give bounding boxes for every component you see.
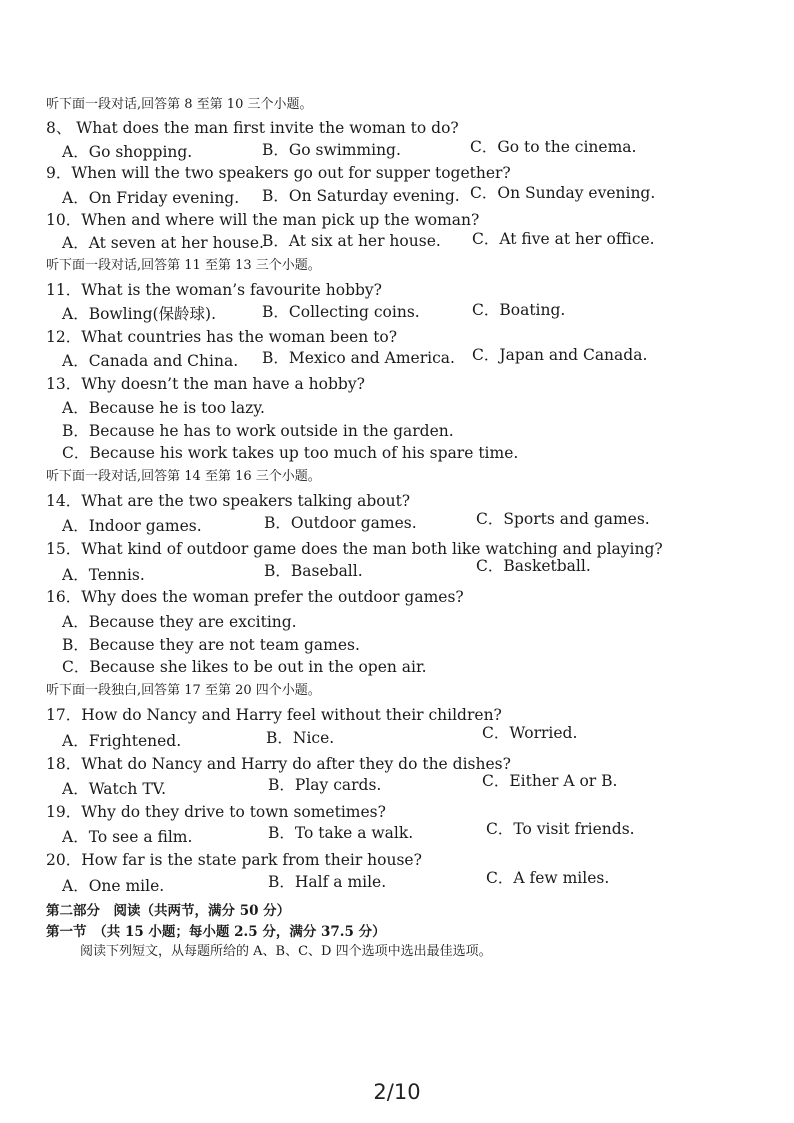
q11-option-c: C．Boating. <box>472 301 566 319</box>
question-12: 12．What countries has the woman been to? <box>46 328 398 346</box>
q10-option-a: A．At seven at her house. <box>62 234 264 252</box>
q9-option-a: A．On Friday evening. <box>62 189 240 207</box>
question-8: 8、 What does the man first invite the woman to do? <box>46 119 459 137</box>
q15-option-b: B．Baseball. <box>264 562 363 580</box>
q18-option-c: C．Either A or B. <box>482 772 618 790</box>
q17-option-a: A．Frightened. <box>62 732 182 750</box>
q11-option-b: B．Collecting coins. <box>262 303 420 321</box>
q19-option-b: B．To take a walk. <box>268 824 414 842</box>
q14-option-b: B．Outdoor games. <box>264 514 417 532</box>
q8-option-a: A．Go shopping. <box>62 143 193 161</box>
q14-option-c: C．Sports and games. <box>476 510 650 528</box>
question-20: 20．How far is the state park from their house? <box>46 851 422 869</box>
q15-option-c: C．Basketball. <box>476 557 591 575</box>
q13-option-c: C．Because his work takes up too much of his spare time. <box>62 444 519 462</box>
instruction-dialogue-3: 听下面一段对话,回答第 14 至第 16 三个小题。 <box>46 469 321 484</box>
q8-option-c: C．Go to the cinema. <box>470 138 637 156</box>
q19-option-c: C．To visit friends. <box>486 820 635 838</box>
q16-option-a: A．Because they are exciting. <box>62 613 297 631</box>
q8-option-b: B．Go swimming. <box>262 141 401 159</box>
q16-option-c: C．Because she likes to be out in the open air. <box>62 658 427 676</box>
question-9: 9．When will the two speakers go out for supper together? <box>46 164 511 182</box>
q15-option-a: A．Tennis. <box>62 566 145 584</box>
q12-option-a: A．Canada and China. <box>62 352 239 370</box>
q20-option-c: C．A few miles. <box>486 869 610 887</box>
question-10: 10．When and where will the man pick up the woman? <box>46 211 480 229</box>
question-11: 11．What is the woman’s favourite hobby? <box>46 281 382 299</box>
instruction-dialogue-2: 听下面一段对话,回答第 11 至第 13 三个小题。 <box>46 258 321 273</box>
q13-option-b: B．Because he has to work outside in the garden. <box>62 422 454 440</box>
reading-directions: 阅读下列短文，从每题所给的 A、B、C、D 四个选项中选出最佳选项。 <box>80 944 492 959</box>
q11-option-a: A．Bowling(保龄球). <box>62 305 217 323</box>
page-number: 2/10 <box>373 1080 421 1104</box>
question-17: 17．How do Nancy and Harry feel without their children? <box>46 706 502 724</box>
q18-option-b: B．Play cards. <box>268 776 382 794</box>
q14-option-a: A．Indoor games. <box>62 517 202 535</box>
q9-option-c: C．On Sunday evening. <box>470 184 656 202</box>
q12-option-b: B．Mexico and America. <box>262 349 455 367</box>
question-13: 13．Why doesn’t the man have a hobby? <box>46 375 365 393</box>
part-two-heading: 第二部分 阅读（共两节，满分 50 分） <box>46 903 291 919</box>
q18-option-a: A．Watch TV. <box>62 780 167 798</box>
q9-option-b: B．On Saturday evening. <box>262 187 460 205</box>
instruction-monologue: 听下面一段独白,回答第 17 至第 20 四个小题。 <box>46 683 321 698</box>
q13-option-a: A．Because he is too lazy. <box>62 399 265 417</box>
q20-option-b: B．Half a mile. <box>268 873 387 891</box>
question-18: 18．What do Nancy and Harry do after they do the dishes? <box>46 755 511 773</box>
q20-option-a: A．One mile. <box>62 877 165 895</box>
q10-option-b: B．At six at her house. <box>262 232 441 250</box>
q12-option-c: C．Japan and Canada. <box>472 346 648 364</box>
question-14: 14．What are the two speakers talking about? <box>46 492 411 510</box>
question-16: 16．Why does the woman prefer the outdoor games? <box>46 588 464 606</box>
question-15: 15．What kind of outdoor game does the man both like watching and playing? <box>46 540 663 558</box>
q16-option-b: B．Because they are not team games. <box>62 636 360 654</box>
question-19: 19．Why do they drive to town sometimes? <box>46 803 386 821</box>
instruction-dialogue-1: 听下面一段对话,回答第 8 至第 10 三个小题。 <box>46 97 313 112</box>
section-one-heading: 第一节 （共 15 小题；每小题 2.5 分，满分 37.5 分） <box>46 924 386 940</box>
q19-option-a: A．To see a film. <box>62 828 193 846</box>
q17-option-c: C．Worried. <box>482 724 578 742</box>
q17-option-b: B．Nice. <box>266 729 335 747</box>
q10-option-c: C．At five at her office. <box>472 230 655 248</box>
